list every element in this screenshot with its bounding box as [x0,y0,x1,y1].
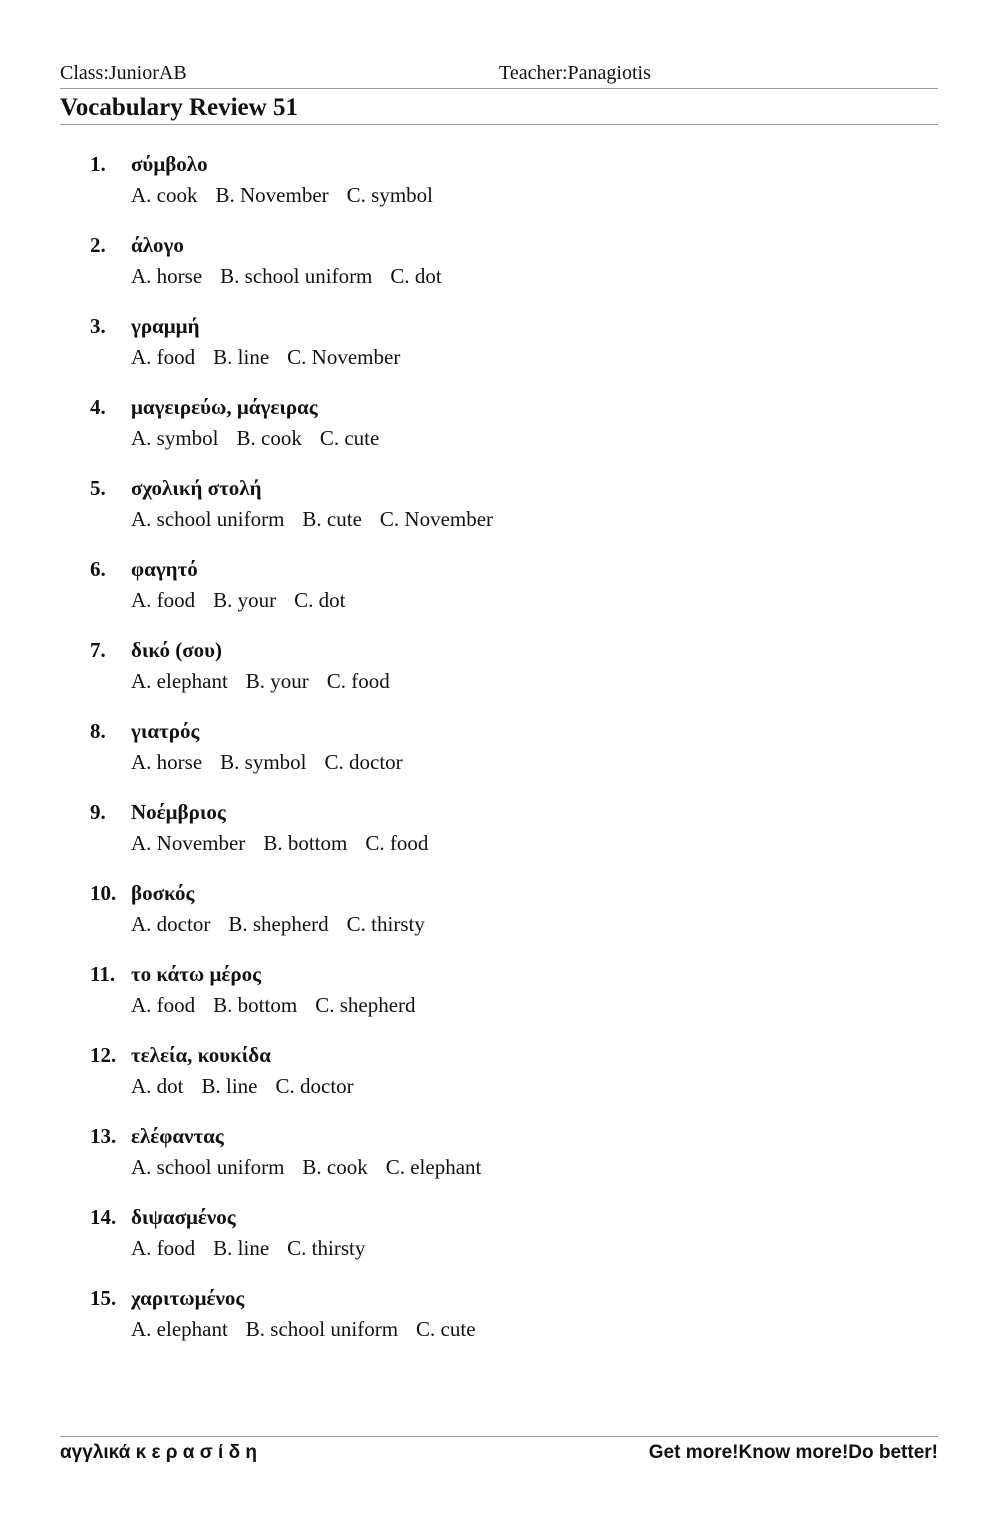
answer-options [131,667,390,695]
answer-options [131,1072,354,1100]
question-item [90,960,890,1041]
answer-option[interactable]: A. dot [131,1074,184,1098]
question-word: δικό (σου) [131,638,223,662]
answer-option[interactable]: B. line [213,1236,270,1260]
answer-options [131,991,416,1019]
question-word: το κάτω μέρος [131,962,261,986]
question-item [90,1203,890,1284]
answer-option[interactable]: C. dot [294,588,346,612]
answer-option[interactable]: A. school uniform [131,507,285,531]
answer-option[interactable]: A. cook [131,183,198,207]
question-line [90,798,890,826]
question-number: 15. [90,1286,117,1310]
answer-option[interactable]: C. elephant [385,1155,482,1179]
answer-option[interactable]: B. line [213,345,270,369]
question-item [90,1284,890,1365]
answer-option[interactable]: C. doctor [275,1074,354,1098]
answer-options [131,1315,476,1343]
answer-options [131,181,433,209]
question-word: άλογο [131,233,184,257]
answer-option[interactable]: B. shepherd [228,912,329,936]
question-word: σύμβολο [131,152,208,176]
question-line [90,312,890,340]
question-line [90,1203,890,1231]
answer-option[interactable]: C. doctor [324,750,403,774]
question-item [90,717,890,798]
answer-option[interactable]: B. school uniform [220,264,373,288]
answer-option[interactable]: A. food [131,1236,196,1260]
answer-option[interactable]: B. school uniform [245,1317,399,1341]
answer-option[interactable]: C. November [287,345,401,369]
question-number: 14. [90,1205,117,1229]
page-title: Vocabulary Review 51 [60,94,298,121]
question-item [90,231,890,312]
question-word: γραμμή [131,314,200,338]
question-line [90,555,890,583]
question-number: 1. [90,152,106,176]
question-number: 6. [90,557,106,581]
answer-option[interactable]: B. line [201,1074,258,1098]
answer-option[interactable]: A. doctor [131,912,211,936]
question-word: Νοέμβριος [131,800,226,824]
question-line [90,1284,890,1312]
footer-slogan: Get more!Know more!Do better! [648,1442,938,1463]
answer-option[interactable]: A. food [131,588,196,612]
question-number: 7. [90,638,106,662]
answer-option[interactable]: C. dot [390,264,442,288]
question-word: βοσκός [131,881,195,905]
answer-option[interactable]: B. cook [302,1155,368,1179]
question-number: 4. [90,395,106,419]
question-number: 12. [90,1043,117,1067]
question-number: 2. [90,233,106,257]
question-line [90,393,890,421]
question-item [90,879,890,960]
answer-option[interactable]: B. your [245,669,309,693]
answer-option[interactable]: C. November [379,507,494,531]
question-number: 10. [90,881,117,905]
answer-option[interactable]: A. school uniform [131,1155,285,1179]
question-word: τελεία, κουκίδα [131,1043,271,1067]
answer-option[interactable]: A. food [131,993,196,1017]
answer-option[interactable]: B. bottom [213,993,298,1017]
answer-option[interactable]: C. symbol [346,183,434,207]
answer-option[interactable]: C. shepherd [315,993,416,1017]
answer-options [131,1234,365,1262]
answer-option[interactable]: C. cute [319,426,380,450]
answer-option[interactable]: A. elephant [131,1317,228,1341]
answer-option[interactable]: B. cute [302,507,362,531]
question-item [90,1041,890,1122]
answer-options [131,586,346,614]
answer-option[interactable]: A. November [131,831,246,855]
answer-option[interactable]: C. cute [416,1317,476,1341]
question-item [90,636,890,717]
question-line [90,879,890,907]
answer-options [131,343,400,371]
question-word: ελέφαντας [131,1124,224,1148]
answer-option[interactable]: A. horse [131,750,203,774]
question-item [90,798,890,879]
footer-brand: αγγλικά κ ε ρ α σ ί δ η [60,1442,257,1463]
footer-divider [60,1436,938,1437]
answer-options [131,748,403,776]
answer-options [131,262,442,290]
question-line [90,1041,890,1069]
class-label: Class:JuniorAB [60,62,187,84]
answer-option[interactable]: C. thirsty [287,1236,366,1260]
answer-option[interactable]: C. food [326,669,390,693]
question-line [90,150,890,178]
answer-options [131,910,425,938]
question-item [90,1122,890,1203]
question-word: μαγειρεύω, μάγειρας [131,395,318,419]
question-item [90,474,890,555]
question-line [90,474,890,502]
question-line [90,636,890,664]
title-row [60,92,938,125]
answer-option[interactable]: B. bottom [263,831,348,855]
question-number: 8. [90,719,106,743]
answer-options [131,424,379,452]
answer-option[interactable]: A. symbol [131,426,219,450]
question-item [90,555,890,636]
question-number: 11. [90,962,116,986]
question-item [90,150,890,231]
worksheet-header [60,60,938,89]
answer-option[interactable]: B. symbol [220,750,307,774]
question-number: 13. [90,1124,117,1148]
answer-option[interactable]: A. food [131,345,196,369]
answer-option[interactable]: A. horse [131,264,203,288]
answer-option[interactable]: A. elephant [131,669,228,693]
question-line [90,960,890,988]
question-line [90,717,890,745]
answer-option[interactable]: B. cook [236,426,302,450]
answer-options [131,829,428,857]
answer-options [131,1153,481,1181]
answer-option[interactable]: B. November [215,183,329,207]
question-line [90,231,890,259]
question-word: διψασμένος [131,1205,236,1229]
question-item [90,312,890,393]
answer-option[interactable]: B. your [213,588,277,612]
question-word: χαριτωμένος [131,1286,245,1310]
question-number: 3. [90,314,106,338]
answer-option[interactable]: C. food [365,831,429,855]
question-word: φαγητό [131,557,198,581]
answer-options [131,505,493,533]
question-word: γιατρός [131,719,200,743]
answer-option[interactable]: C. thirsty [346,912,425,936]
question-number: 9. [90,800,106,824]
question-list [90,150,890,1365]
teacher-label: Teacher:Panagiotis [499,62,651,84]
footer [60,1442,938,1468]
question-line [90,1122,890,1150]
question-number: 5. [90,476,106,500]
question-item [90,393,890,474]
question-word: σχολική στολή [131,476,262,500]
